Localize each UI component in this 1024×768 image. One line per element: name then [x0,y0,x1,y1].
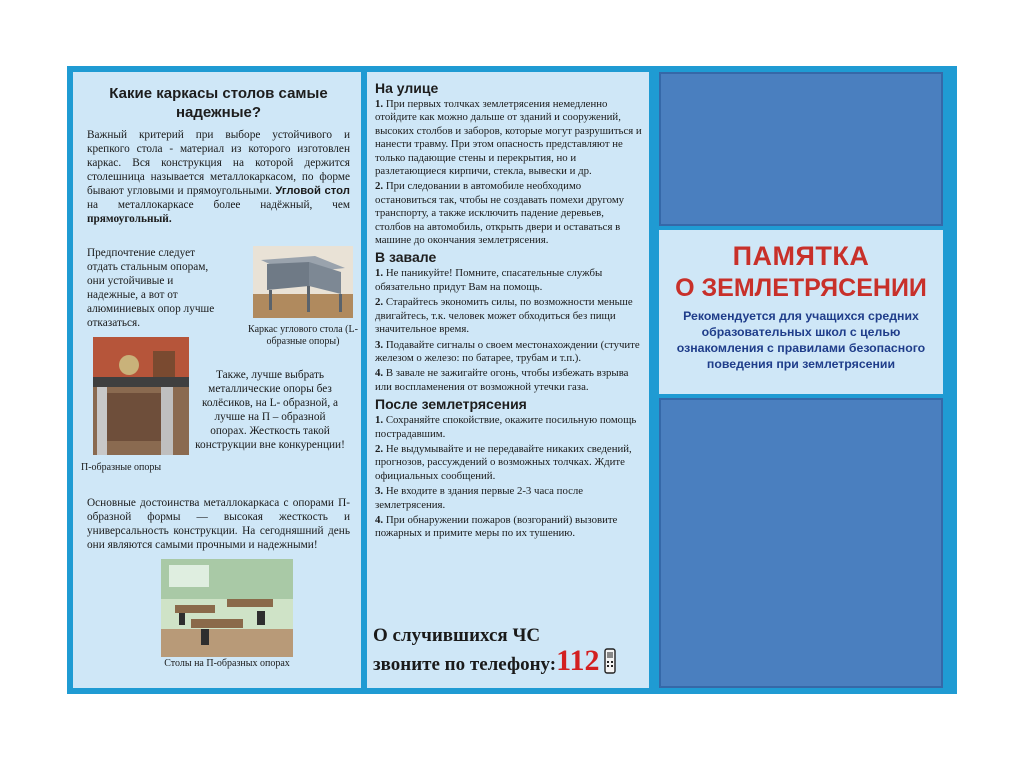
section-title-after: После землетрясения [375,396,527,413]
list-item: 3. Не входите в здания первые 2-3 часа после землетрясения. [375,485,584,511]
contact-line-1: О случившихся ЧС [373,625,541,646]
emergency-contact [367,624,655,677]
panel1-paragraph-steel: Предпочтение следует отдать стальным опорам, они устойчивые и надежные, а вот от алюминиевых опор лучше отказаться. [87,247,215,329]
list-item: 2. Старайтесь экономить силы, по возможности меньше двигайтесь, т.к. человек может обходиться без пищи значительное время. [375,296,633,336]
list-item: 1. При первых толчках землетрясения немедленно отойдите как можно дальше от зданий и сооружений, высоких столбов и заборов, которые могут разрушиться и нанести травму. При этом опасность представляют не только падающие стены и перекрытия, но и разлетающиеся кирпичи, стекла, вывески и др. [375,98,642,178]
cover-top-block [659,72,943,226]
list-item: 4. При обнаружении пожаров (возгораний) вызовите пожарных и примите меры по их тушению. [375,513,618,540]
panel1-paragraph-legs: Также, лучше выбрать металлические опоры без колёсиков, на L- образной, а лучше на П – образной опорах. Жесткость такой конструкции вне конкуренции! [195,369,345,451]
rubble-list [375,267,642,394]
panel1-paragraph-criteria [87,128,350,226]
list-item: 2. Не выдумывайте и не передавайте никаких сведений, прогнозов, рассуждений о возможных толчках. Ждите официальных сообщений. [375,442,632,482]
section-title-street: На улице [375,80,439,96]
street-list [375,98,642,247]
list-item: 1. Не паникуйте! Помните, спасательные службы обязательно придут Вам на помощь. [375,267,603,293]
brochure [67,66,957,694]
after-list [375,414,642,541]
list-item: 1. Сохраняйте спокойствие, окажите посильную помощь пострадавшим. [375,414,637,440]
cover-title-block [659,230,943,394]
panel-earthquake-rules [367,72,649,688]
list-item: 2. При следовании в автомобиле необходимо остановиться так, чтобы не создавать помехи другому транспорту, а также исключить падение деревьев, столбов на автомобиль, открыть двери и оставаться в машине до окончания землетрясения. [375,180,625,247]
list-item: 4. В завале не зажигайте огонь, чтобы избежать взрыва или воспламенения от возможной утечки газа. [375,367,629,393]
para1-bold-start: Угловой стол [275,185,350,197]
para1-bold-end: прямоугольный. [87,213,172,225]
cover-bottom-block [659,398,943,688]
contact-line-2-text: звоните по телефону: [373,654,557,675]
p-legs-image [93,337,189,455]
caption-corner-desk: Каркас углового стола (L-образные опоры) [248,324,358,347]
list-item: 3. Подавайте сигналы о своем местонахождении (стучите железом о железо: по батарее, трубам и т.п.). [375,338,640,364]
panel1-paragraph-advantages: Основные достоинства металлокаркаса с опорами П-образной формы — высокая жесткость и универсальность конструкции. На сегодняшний день они являются самыми прочными и надежными! [87,497,350,551]
cover-subtitle: Рекомендуется для учащихся средних образовательных школ с целью ознакомления с правилами безопасного поведения при землетрясении [676,309,926,371]
section-title-rubble: В завале [375,249,437,266]
corner-desk-image [253,246,353,318]
contact-line-2 [373,644,655,677]
para1-text: Важный критерий при выборе устойчивого и крепкого стола - материал из которого изготовлен каркас. Вся конструкция на которой держится столешница называется металлокаркасом, по форме бывают угловыми и прямоугольными. [87,129,350,197]
phone-number: 112 [556,644,600,677]
panel1-heading: Какие каркасы столов самые надежные? [109,85,328,121]
office-tables-image [161,559,293,657]
caption-p-legs: П-образные опоры [81,462,162,473]
mobile-phone-icon [604,648,616,674]
panel-table-frames [73,72,361,688]
caption-office-tables: Столы на П-образных опорах [164,658,290,669]
para1-mid: на металлокаркасе более надёжный, чем [87,199,350,211]
cover-title-line-2: О ЗЕМЛЕТРЯСЕНИИ [675,274,927,302]
cover-title-line-1: ПАМЯТКА [732,241,870,271]
